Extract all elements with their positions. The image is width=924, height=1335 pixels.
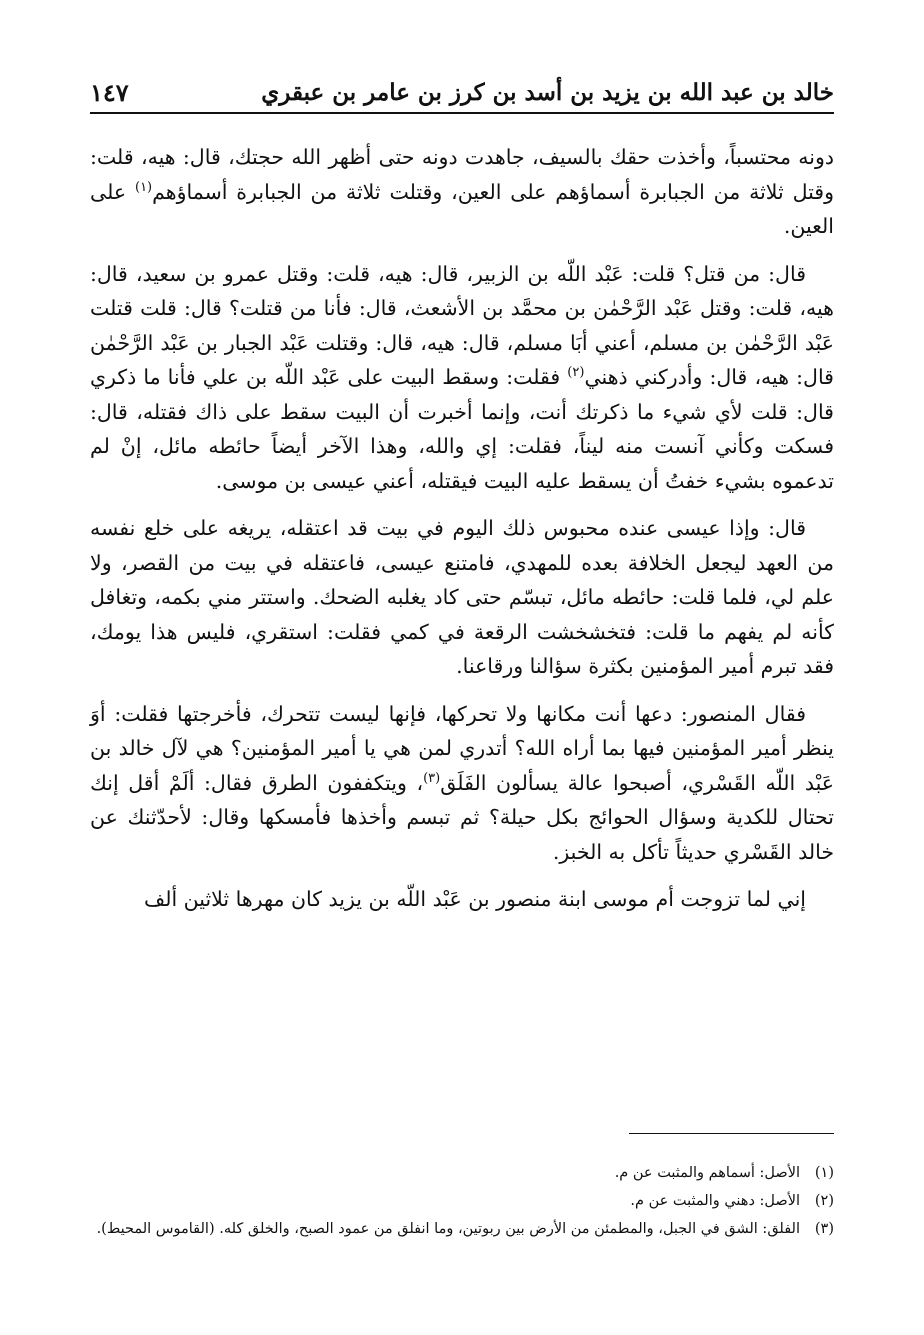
paragraph-text: قال: وإذا عيسى عنده محبوس ذلك اليوم في بيت قد اعتقله، يريغه على خلع نفسه من العهد ليجعل الخلافة بعده للمهدي، فامتنع عيسى، فاعتقله في بيت من القصر، ولا علم لي، فلما قلت: حائطه مائل، تبسّم حتى كاد يغلبه الضحك. واستتر مني بكمه، وتغافل كأنه لم يفهم ما قلت: فتخشخشت الرقعة في كمي فقلت: استقري، فليس هذا يومك، فقد تبرم أمير المؤمنين بكثرة سؤالنا ورقاعنا. [90, 516, 834, 678]
paragraph-text: قال: من قتل؟ قلت: عَبْد اللّه بن الزبير، قال: هيه، قلت: وقتل عمرو بن سعيد، قال: هيه، قلت: وقتل عَبْد الرَّحْمٰن بن محمَّد بن الأشعث، قال: فأنا من قتلت؟ قال: قلت قتلت عَبْد الرَّحْمٰن بن مسلم، أعني أبَا مسلم، قال: هيه، قال: وقتلت عَبْد الجبار بن عَبْد الرَّحْمٰن قال: هيه، قال: وأدركني ذهني [90, 261, 834, 389]
paragraph-text: على العين. [90, 179, 834, 238]
page-number: ١٤٧ [90, 78, 129, 107]
paragraph-text: ، ويتكففون الطرق فقال: ألَمْ أقل إنك تحتال للكدية وسؤال الحوائج بكل حيلة؟ ثم تبسم وأخذها فأمسكها وقال: لأحدّثنك عن خالد القَسْري حديثاً تأكل به الخبز. [90, 770, 834, 864]
footnote-ref-3: (٣) [423, 770, 441, 786]
paragraph-1 [90, 140, 834, 244]
paragraph-text: فقلت: وسقط البيت على عَبْد اللّه بن علي فأنا ما ذكري قال: قلت لأي شيء ما ذكرتك أنت، وإنما أخبرت أن البيت سقط على ذاك فقتله، قال: فسكت وكأني آنست منه ليناً، فقلت: إي والله، وهذا الآخر أيضاً حائطه مائل، إنْ لم تدعموه بشيء خفتُ أن يسقط عليه البيت فيقتله، أعني عيسى بن موسى. [90, 365, 834, 493]
footnote-text: الأصل: أسماهم والمثبت عن م. [614, 1165, 800, 1181]
main-text [90, 140, 834, 930]
footnote-2 [90, 1188, 834, 1214]
paragraph-text: إني لما تزوجت أم موسى ابنة منصور بن عَبْد اللّه بن يزيد كان مهرها ثلاثين ألف [144, 887, 806, 911]
paragraph-2 [90, 257, 834, 499]
paragraph-3 [90, 511, 834, 684]
footnote-1 [90, 1160, 834, 1186]
footnote-ref-2: (٢) [567, 365, 585, 381]
footnote-text: الفلق: الشق في الجبل، والمطمئن من الأرض بين ربوتين، وما انفلق من عمود الصبح، والخلق كله. (القاموس المحيط). [96, 1221, 800, 1237]
footnotes [90, 1160, 834, 1244]
paragraph-4 [90, 697, 834, 870]
paragraph-text: فقال المنصور: دعها أنت مكانها ولا تحركها، فإنها ليست تتحرك، فأخرجتها فقلت: أوَ ينظر أمير المؤمنين فيها بما أراه الله؟ أتدري لمن هي يا أمير المؤمنين؟ هي لآل خالد بن عَبْد اللّه القَسْري، أصبحوا عالة يسألون الفَلَق [90, 701, 834, 795]
footnote-number: (٢) [814, 1193, 834, 1209]
footnote-number: (٣) [814, 1221, 834, 1237]
footnote-ref-1: (١) [134, 179, 153, 195]
paragraph-5 [90, 882, 834, 917]
footnote-rule [629, 1133, 834, 1134]
running-head [90, 62, 834, 108]
paragraph-text: دونه محتسباً، وأخذت حقك بالسيف، جاهدت دونه حتى أظهر الله حجتك، قال: هيه، قلت: وقتل ثلاثة من الجبابرة أسماؤهم على العين، وقتلت ثلاثة من الجبابرة أسماؤهم [90, 145, 834, 204]
running-head-title: خالد بن عبد الله بن يزيد بن أسد بن كرز بن عامر بن عبقري [261, 79, 834, 106]
header-rule [90, 112, 834, 114]
footnote-text: الأصل: دهني والمثبت عن م. [630, 1193, 800, 1209]
footnote-3 [90, 1216, 834, 1242]
footnote-number: (١) [814, 1165, 834, 1181]
